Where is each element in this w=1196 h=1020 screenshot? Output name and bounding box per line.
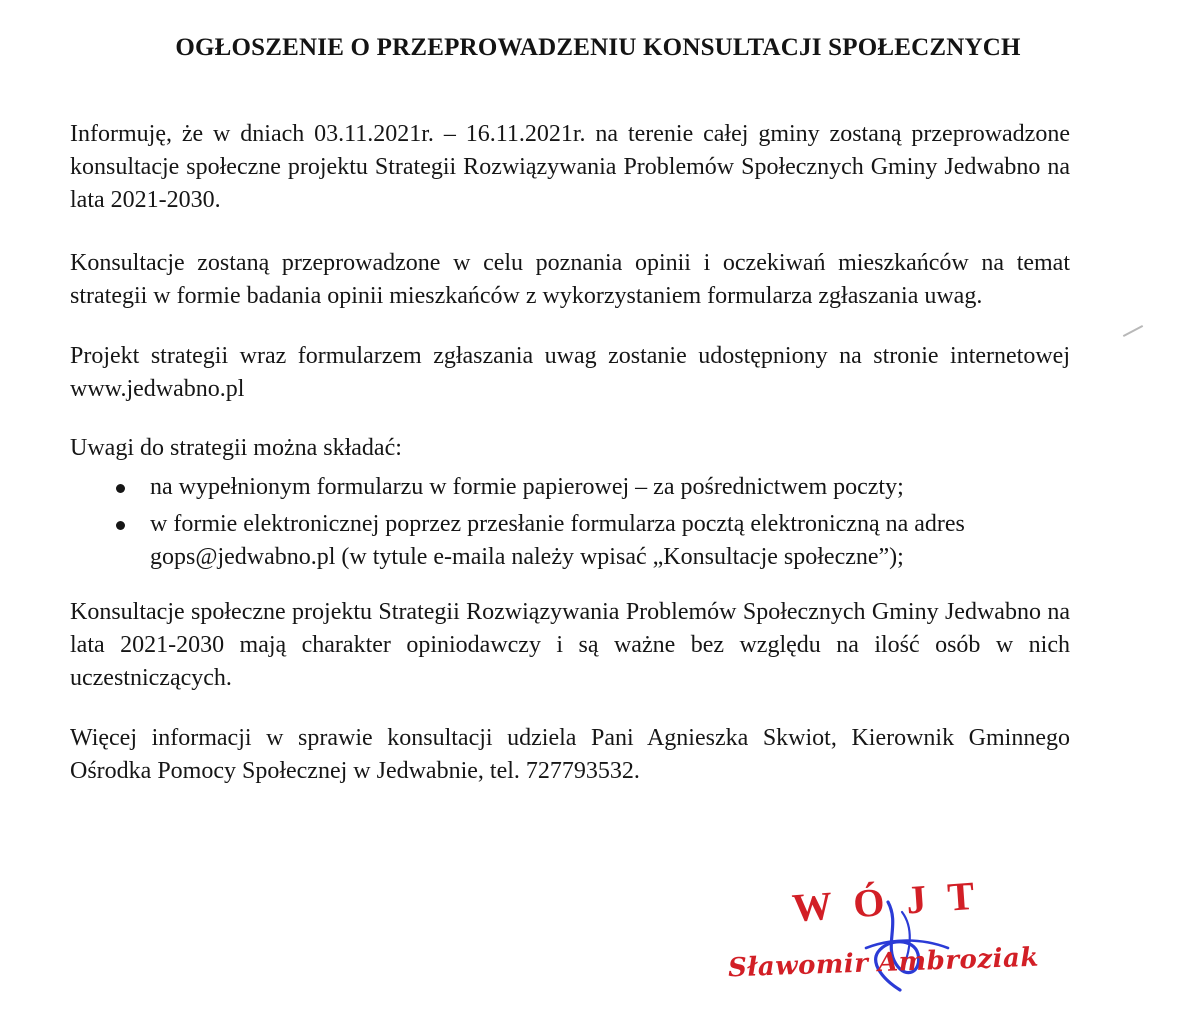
submission-methods-list — [70, 471, 1070, 574]
paragraph-submission-intro: Uwagi do strategii można składać: — [70, 434, 402, 461]
page-title: OGŁOSZENIE O PRZEPROWADZENIU KONSULTACJI SPOŁECZNYCH — [175, 34, 1021, 61]
signature-block — [712, 872, 1072, 1004]
signature-name: Sławomir Ambroziak — [727, 942, 1040, 984]
paragraph-advisory-character: Konsultacje społeczne projektu Strategii Rozwiązywania Problemów Społecznych Gminy Jedwabno na lata 2021-2030 mają charakter opiniodawczy i są ważne bez względu na ilość osób w nich uczestniczących. — [70, 599, 1070, 692]
paragraph-contact-info: Więcej informacji w sprawie konsultacji udziela Pani Agnieszka Skwiot, Kierownik Gminnego Ośrodka Pomocy Społecznej w Jedwabnie, tel. 727793532. — [70, 724, 1070, 784]
list-item: w formie elektronicznej poprzez przesłanie formularza pocztą elektroniczną na adres gops@jedwabno.pl (w tytule e-maila należy wpisać „Konsultacje społeczne”); — [142, 508, 1070, 574]
paragraph-announcement-period: Informuję, że w dniach 03.11.2021r. – 16.11.2021r. na terenie całej gminy zostaną przeprowadzone konsultacje społeczne projektu Strategii Rozwiązywania Problemów Społecznych Gminy Jedwabno na lata 2021-2030. — [70, 121, 1070, 214]
signature-role-label: W Ó J T — [790, 872, 982, 931]
paragraph-website: Projekt strategii wraz formularzem zgłaszania uwag zostanie udostępniony na stronie internetowej www.jedwabno.pl — [70, 342, 1070, 402]
paragraph-purpose: Konsultacje zostaną przeprowadzone w celu poznania opinii i oczekiwań mieszkańców na temat strategii w formie badania opinii mieszkańców z wykorzystaniem formularza zgłaszania uwag. — [70, 250, 1070, 310]
list-item: na wypełnionym formularzu w formie papierowej – za pośrednictwem poczty; — [142, 471, 1070, 504]
stray-scan-mark — [1123, 325, 1143, 337]
document-body — [70, 118, 1070, 814]
